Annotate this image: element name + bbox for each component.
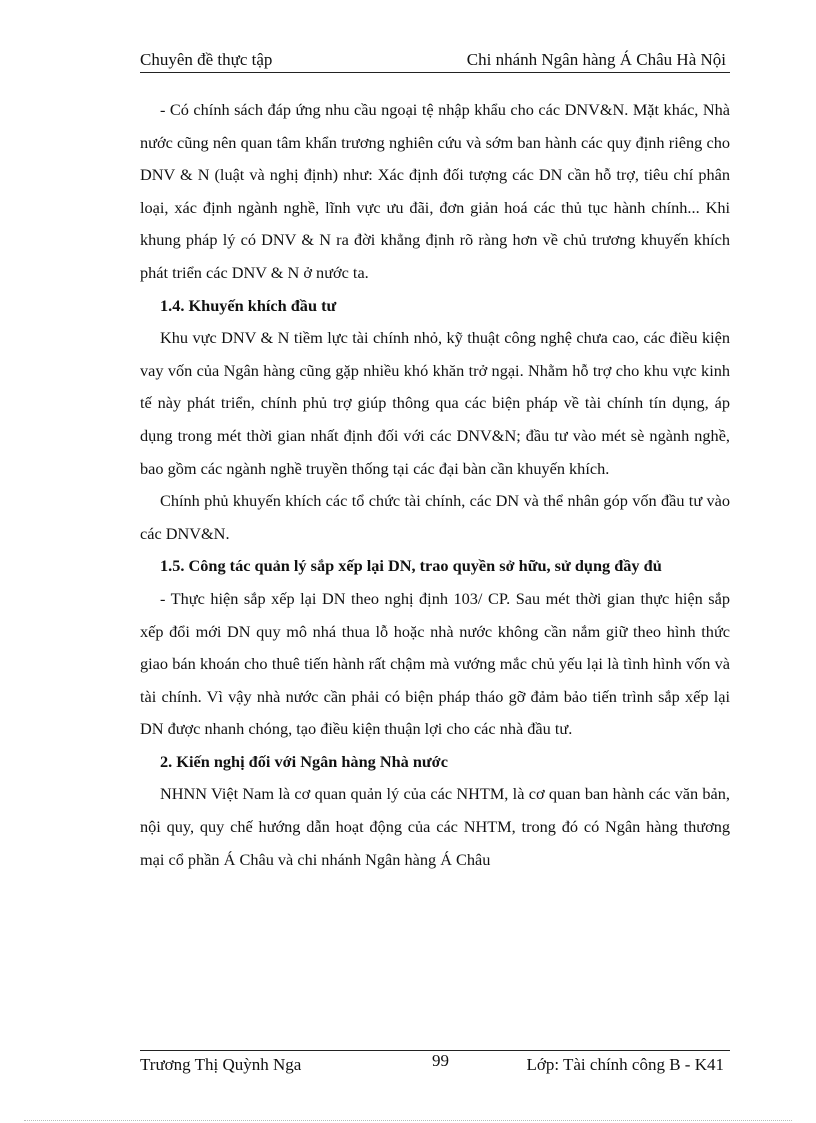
paragraph: NHNN Việt Nam là cơ quan quản lý của các NHTM, là cơ quan ban hành các văn bản, nội quy, quy chế hướng dẫn hoạt động của các NHTM, trong đó có Ngân hàng thương mại cổ phần Á Châu và chi nhánh Ngân hàng Á Châu xyxy=(140,784,730,869)
page-number: 99 xyxy=(432,1051,449,1070)
paragraph: Chính phủ khuyến khích các tổ chức tài chính, các DN và thể nhân góp vốn đầu tư vào các DNV&N. xyxy=(140,491,730,543)
section-heading: 1.4. Khuyến khích đầu tư xyxy=(160,295,337,315)
page-header xyxy=(140,50,730,73)
paragraph: - Có chính sách đáp ứng nhu cầu ngoại tệ nhập khẩu cho các DNV&N. Mặt khác, Nhà nước cũng nên quan tâm khẩn trương nghiên cứu và sớm ban hành các quy định riêng cho DNV & N (luật và nghị định) như: Xác định đối tượng các DN cần hỗ trợ, tiêu chí phân loại, xác định ngành nghề, lĩnh vực ưu đãi, đơn giản hoá các thủ tục hành chính... Khi khung pháp lý có DNV & N ra đời khẳng định rõ ràng hơn về chủ trương khuyến khích phát triển các DNV & N ở nước ta. xyxy=(140,100,730,282)
footer-author: Trương Thị Quỳnh Nga xyxy=(140,1055,302,1074)
section-heading: 1.5. Công tác quản lý sắp xếp lại DN, trao quyền sở hữu, sử dụng đầy đủ xyxy=(160,556,662,576)
header-right-title: Chi nhánh Ngân hàng Á Châu Hà Nội xyxy=(466,50,726,69)
paragraph: - Thực hiện sắp xếp lại DN theo nghị định 103/ CP. Sau mét thời gian thực hiện sắp xếp đổi mới DN quy mô nhá thua lỗ hoặc nhà nước không cần nắm giữ theo hình thức giao bán khoán cho thuê tiến hành rất chậm mà vướng mắc chủ yếu lại là tình hình vốn và tài chính. Vì vậy nhà nước cần phải có biện pháp tháo gỡ đảm bảo tiến trình sắp xếp lại DN được nhanh chóng, tạo điều kiện thuận lợi cho các nhà đầu tư. xyxy=(140,588,730,739)
document-body xyxy=(140,94,730,876)
header-left-title: Chuyên đề thực tập xyxy=(140,50,273,69)
footer-class: Lớp: Tài chính công B - K41 xyxy=(526,1055,724,1074)
paragraph: Khu vực DNV & N tiềm lực tài chính nhỏ, kỹ thuật công nghệ chưa cao, các điều kiện vay vốn của Ngân hàng cũng gặp nhiều khó khăn trở ngại. Nhằm hỗ trợ cho khu vực kinh tế này phát triển, chính phủ trợ giúp thông qua các biện pháp về tài chính tín dụng, áp dụng trong mét thời gian nhất định đối với các DNV&N; đầu tư vào mét sè ngành nghề, bao gồm các ngành nghề truyền thống tại các đại bàn cần khuyến khích. xyxy=(140,328,730,478)
page-bottom-divider xyxy=(24,1120,792,1121)
section-heading: 2. Kiến nghị đối với Ngân hàng Nhà nước xyxy=(160,751,448,771)
page-footer xyxy=(140,1050,730,1077)
